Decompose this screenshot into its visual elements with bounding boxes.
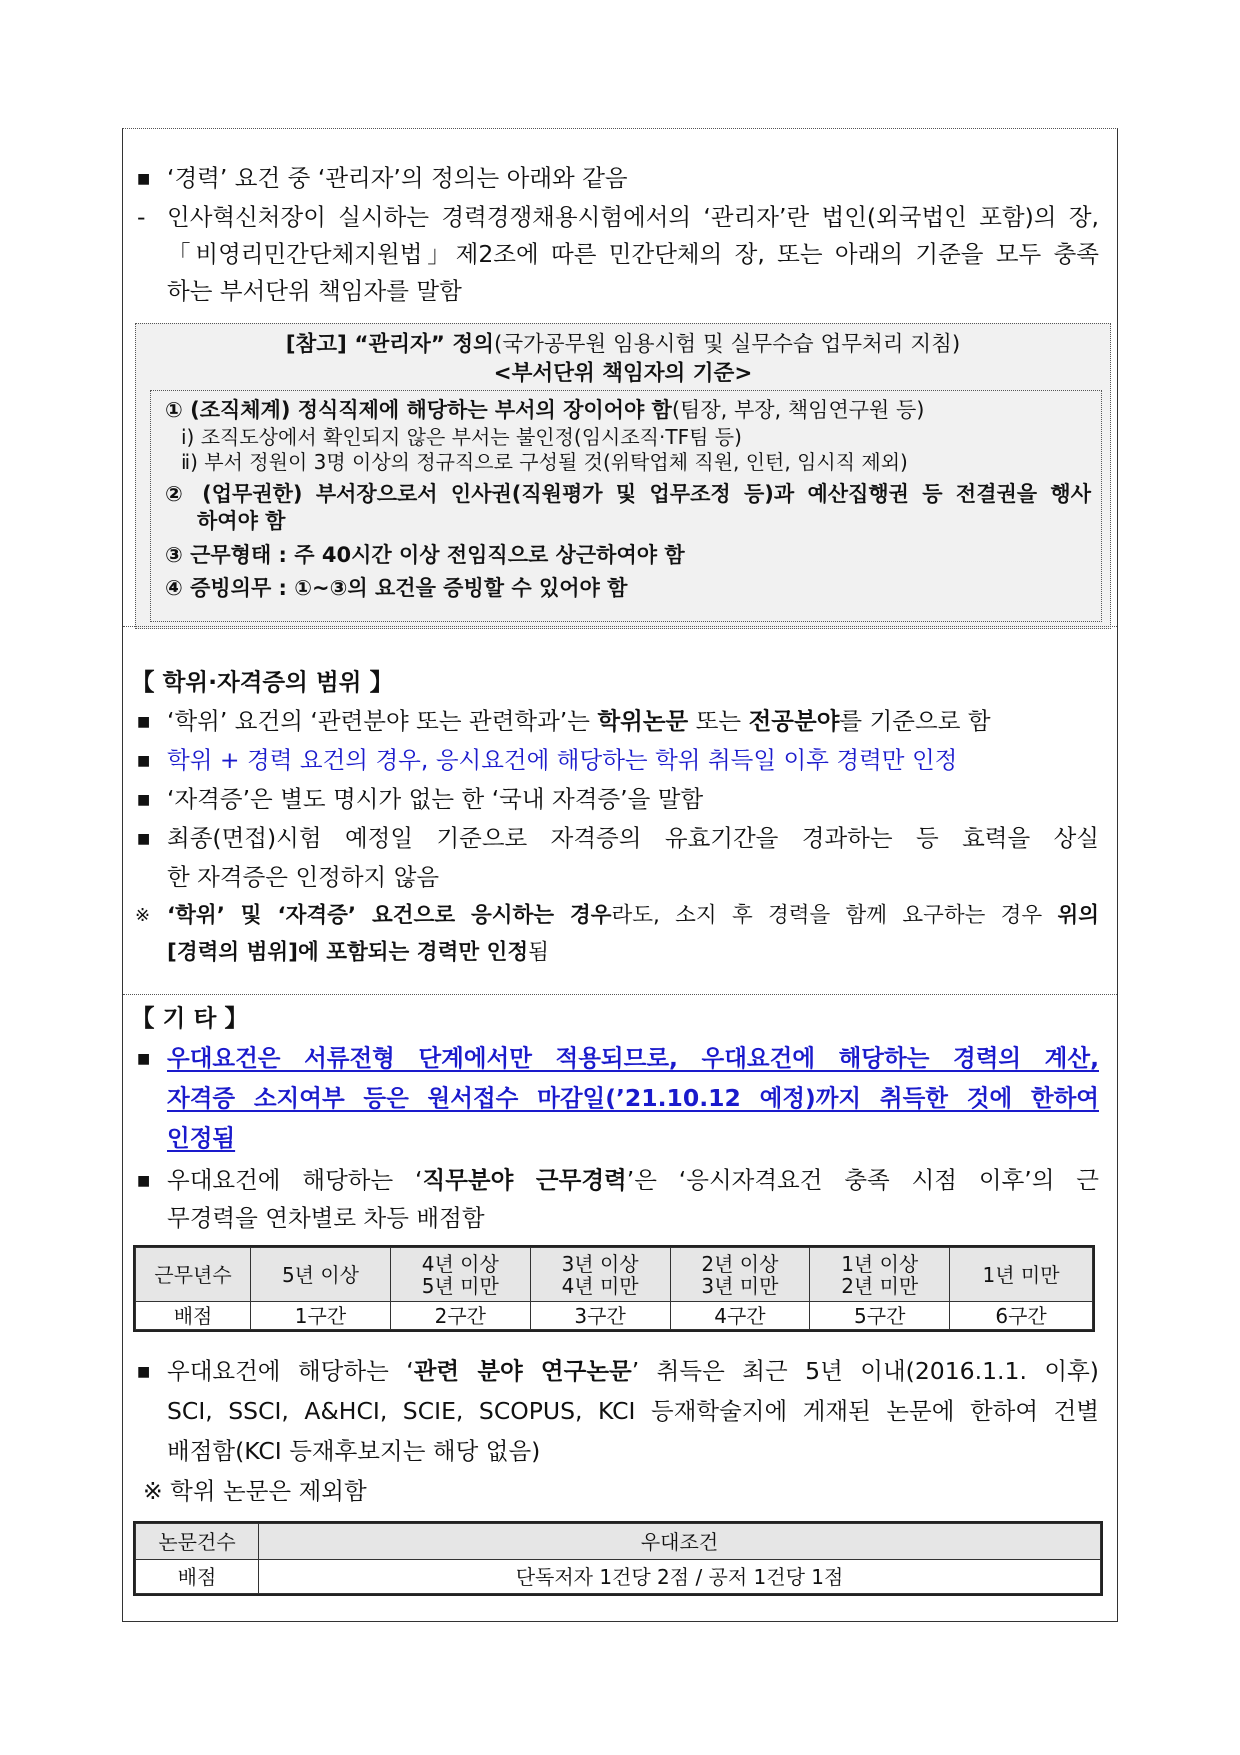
table-header-cell: 2년 이상 3년 미만 — [670, 1248, 810, 1302]
criterion-4: ④ 증빙의무 : ①~③의 요건을 증빙할 수 있어야 함 — [165, 576, 628, 600]
criterion-2-cont: 하여야 함 — [197, 509, 286, 533]
criterion-1-i: ⅰ) 조직도상에서 확인되지 않은 부서는 불인정(임시조직·TF팀 등) — [181, 425, 742, 449]
other-section: 【 기 타 】 ■ 우대요건은 서류전형 단계에서만 적용되므로, 우대요건에 해당하는 경력의 계산, 자격증 소지여부 등은 원서접수 마감일(’21.10.12 예정)까지 취득한 것에 한하여 인정됨 ■ 우대요건에 해당하는 ‘직무분야 근무경력’은 ‘응시자격요건 충족 시점 이후’의 근 무경력을 연차별로 차등 배점함 근무년수 5년 이상 4년 이상 5년 미만 3년 이상 4년 미만 2년 이상 3년 미만 1년 이상 2년 미만 1년 미만 배점 1구간 2구간 3구간 4구간 5구간 6구간 ■ 우대요건에 해당하는 ‘관련 분야 연구논문’ 취득은 최근 5년 이내(2016.1.1. 이후) SCI, SSCI, A&HCI, SCIE, SCOPUS, KCI 등재학술지에 게재된 논문에 한하여 건별 배점함(KCI 등재후보지는 해당 없음) ※ 학위 논문은 제외함 논문건수 우대조건 배점 단독저자 1건당 2점 / 공저 1건당 1점 — [123, 994, 1117, 1623]
table-header-cell: 3년 이상 4년 미만 — [530, 1248, 670, 1302]
criterion-3: ③ 근무형태 : 주 40시간 이상 전임직으로 상근하여야 함 — [165, 543, 685, 567]
table-header-cell: 근무년수 — [136, 1248, 251, 1302]
criterion-1: ① (조직체계) 정식직제에 해당하는 부서의 장이어야 함(팀장, 부장, 책임연구원 등) — [165, 398, 925, 422]
reference-title: [참고] “관리자” 정의(국가공무원 임용시험 및 실무수습 업무처리 지침) — [285, 332, 961, 357]
table-cell: 배점 — [136, 1302, 251, 1330]
table-cell: 6구간 — [950, 1302, 1093, 1330]
document-frame — [122, 128, 1118, 1622]
table-header-cell: 4년 이상 5년 미만 — [390, 1248, 530, 1302]
research-paper-score-table — [135, 1523, 1101, 1594]
table-cell: 단독저자 1건당 2점 / 공저 1건당 1점 — [259, 1560, 1101, 1594]
table-cell: 1구간 — [251, 1302, 391, 1330]
criterion-2: ② (업무권한) 부서장으로서 인사권(직원평가 및 업무조정 등)과 예산집행권 등 전결권을 행사 — [165, 482, 1091, 506]
table-row — [136, 1560, 1101, 1594]
table-row — [136, 1302, 1093, 1330]
table-header-cell: 5년 이상 — [251, 1248, 391, 1302]
table-cell: 4구간 — [670, 1302, 810, 1330]
table-header-cell: 1년 미만 — [950, 1248, 1093, 1302]
manager-definition-section: ■ ‘경력’ 요건 중 ‘관리자’의 정의는 아래와 같음 - 인사혁신처장이 실시하는 경력경쟁채용시험에서의 ‘관리자’란 법인(외국법인 포함)의 장, 「비영리민간단체지원법」제2조에 따른 민간단체의 장, 또는 아래의 기준을 모두 충족 하는 부서단위 책임자를 말함 [참고] “관리자” 정의(국가공무원 임용시험 및 실무수습 업무처리 지침) <부서단위 책임자의 기준> ① (조직체계) 정식직제에 해당하는 부서의 장이어야 함(팀장, 부장, 책임연구원 등) ⅰ) 조직도상에서 확인되지 않은 부서는 불인정(임시조직·TF팀 등) ⅱ) 부서 정원이 3명 이상의 정규직으로 구성될 것(위탁업체 직원, 인턴, 임시직 제외) ② (업무권한) 부서장으로서 인사권(직원평가 및 업무조정 등)과 예산집행권 등 전결권을 행사 하여야 함 ③ 근무형태 : 주 40시간 이상 전임직으로 상근하여야 함 ④ 증빙의무 : ①~③의 요건을 증빙할 수 있어야 함 — [123, 129, 1117, 626]
table-cell: 3구간 — [530, 1302, 670, 1330]
degree-license-section: 【 학위·자격증의 범위 】 ■ ‘학위’ 요건의 ‘관련분야 또는 관련학과’는 학위논문 또는 전공분야를 기준으로 함 ■ 학위 + 경력 요건의 경우, 응시요건에 해당하는 학위 취득일 이후 경력만 인정 ■ ‘자격증’은 별도 명시가 없는 한 ‘국내 자격증’을 말함 ■ 최종(면접)시험 예정일 기준으로 자격증의 유효기간을 경과하는 등 효력을 상실 한 자격증은 인정하지 않음 ※ ‘학위’ 및 ‘자격증’ 요건으로 응시하는 경우라도, 소지 후 경력을 함께 요구하는 경우 위의 [경력의 범위]에 포함되는 경력만 인정됨 — [131, 668, 1099, 965]
work-experience-score-table — [135, 1247, 1093, 1330]
reference-subtitle: <부서단위 책임자의 기준> — [493, 361, 753, 386]
reference-box — [135, 323, 1111, 629]
table-header-cell: 우대조건 — [259, 1524, 1101, 1560]
table-cell: 배점 — [136, 1560, 259, 1594]
criterion-1-ii: ⅱ) 부서 정원이 3명 이상의 정규직으로 구성될 것(위탁업체 직원, 인턴, 임시직 제외) — [181, 450, 908, 474]
criteria-box — [150, 390, 1102, 622]
table-cell: 2구간 — [390, 1302, 530, 1330]
table-cell: 5구간 — [810, 1302, 950, 1330]
table-header-cell: 논문건수 — [136, 1524, 259, 1560]
table-header-cell: 1년 이상 2년 미만 — [810, 1248, 950, 1302]
